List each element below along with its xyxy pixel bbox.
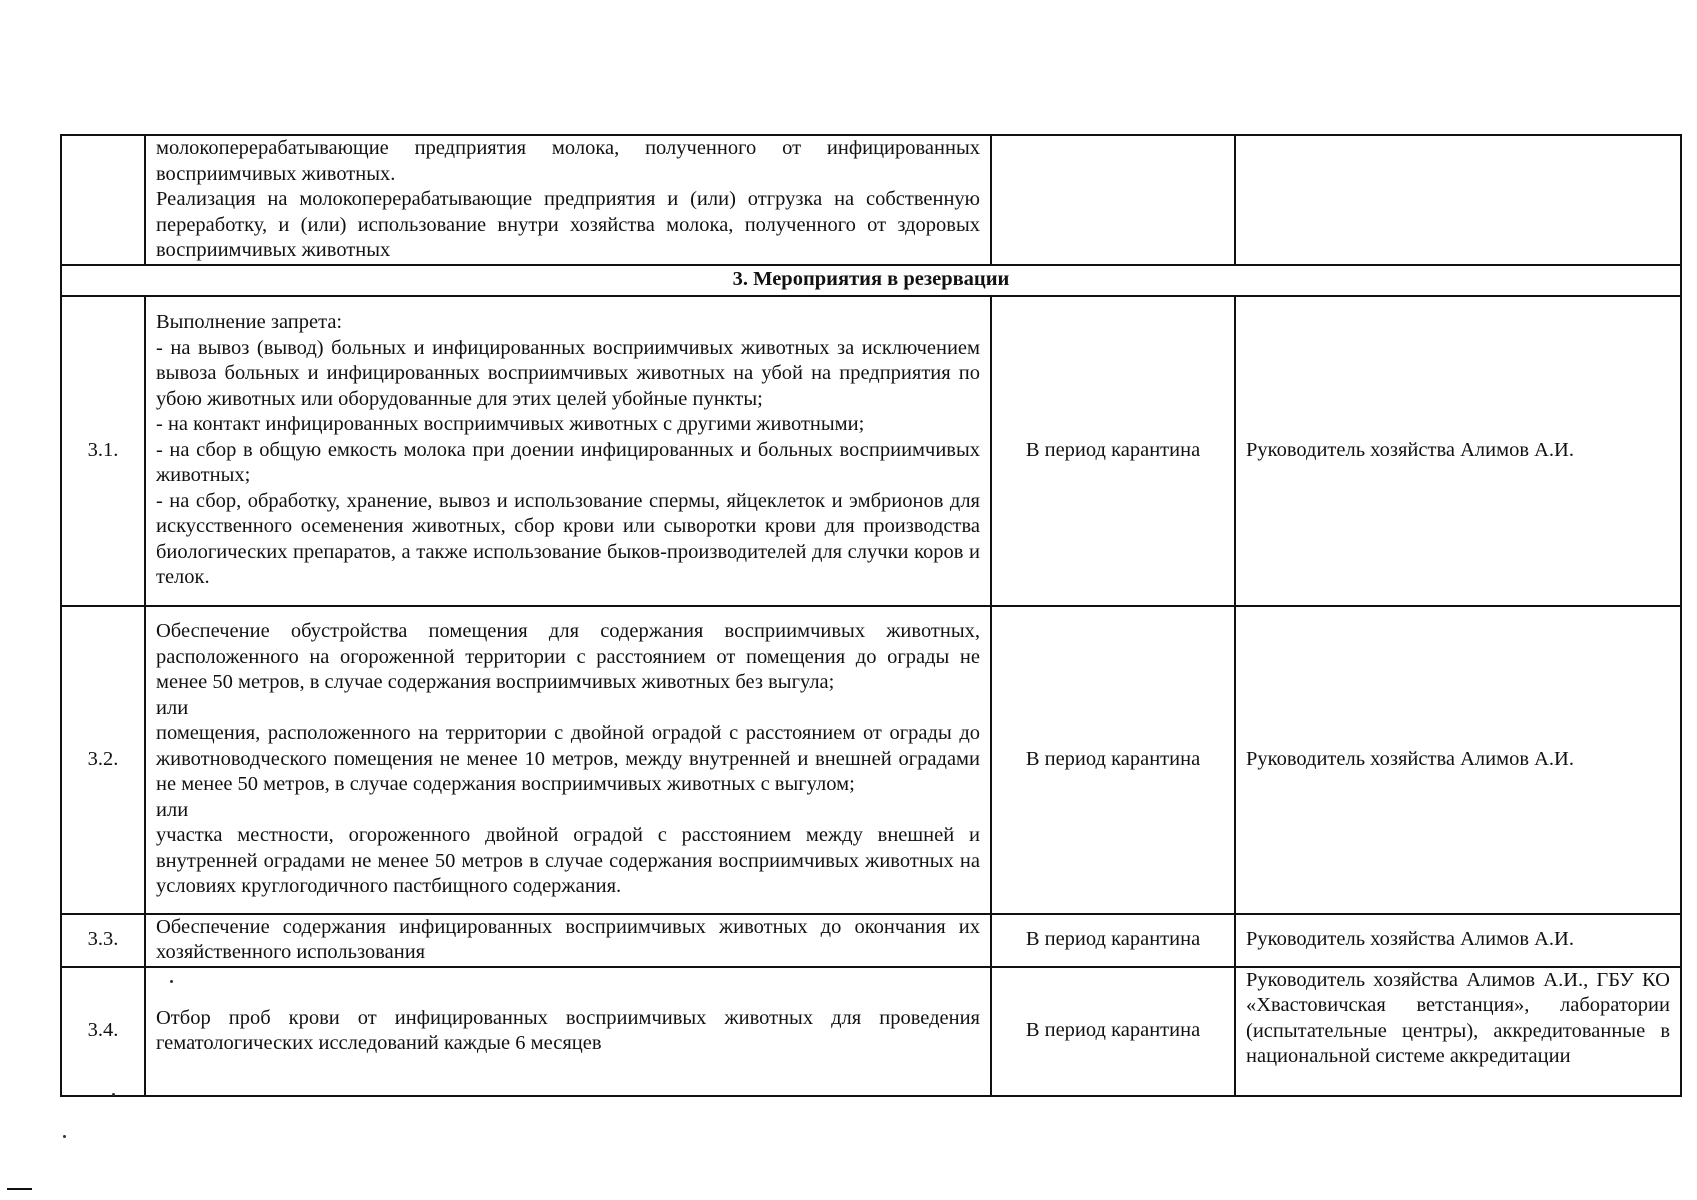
term-cell: В период карантина	[991, 967, 1235, 1096]
measure-description-cell	[145, 296, 991, 606]
scan-speck	[112, 1093, 115, 1096]
scan-speck	[170, 980, 173, 983]
scan-speck	[63, 1135, 66, 1138]
description-paragraph: Выполнение запрета:	[156, 311, 343, 334]
table-row	[61, 967, 1681, 1096]
term-cell: В период карантина	[991, 296, 1235, 606]
description-paragraph: Отбор проб крови от инфицированных восприимчивых животных для проведения гематологических исследований каждые 6 месяцев	[156, 1006, 980, 1054]
term-cell	[991, 135, 1235, 265]
measures-table	[60, 134, 1682, 1097]
table-row	[61, 606, 1681, 914]
table-row	[61, 296, 1681, 606]
scan-margin-mark	[7, 1188, 32, 1190]
responsible-cell: Руководитель хозяйства Алимов А.И., ГБУ КО «Хвастовичская ветстанция», лаборатории (испытательные центры), аккредитованные в национальной системе аккредитации	[1235, 967, 1681, 1096]
responsible-cell	[1235, 135, 1681, 265]
description-paragraph: или	[156, 798, 189, 821]
measure-description-cell	[145, 967, 991, 1096]
row-number: 3.3.	[61, 914, 145, 967]
description-paragraph: - на контакт инфицированных восприимчивых животных с другими животными;	[156, 413, 865, 436]
description-paragraph: или	[156, 696, 189, 719]
table-row	[61, 914, 1681, 967]
row-number: 3.2.	[61, 606, 145, 914]
description-paragraph: помещения, расположенного на территории с двойной оградой с расстоянием от ограды до животноводческого помещения не менее 10 метров, между внутренней и внешней оградами не менее 50 метров, в случае содержания восприимчивых животных с выгулом;	[156, 722, 980, 796]
measure-description-cell	[145, 914, 991, 967]
term-cell: В период карантина	[991, 606, 1235, 914]
table-row	[61, 135, 1681, 265]
responsible-cell: Руководитель хозяйства Алимов А.И.	[1235, 914, 1681, 967]
measure-description-cell	[145, 135, 991, 265]
description-paragraph: участка местности, огороженного двойной оградой с расстоянием между внешней и внутренней оградами не менее 50 метров в случае содержания восприимчивых животных на условиях круглогодичного пастбищного содержания.	[156, 824, 980, 898]
description-paragraph: Реализация на молокоперерабатывающие предприятия и (или) отгрузка на собственную переработку, и (или) использование внутри хозяйства молока, полученного от здоровых восприимчивых животных	[156, 188, 980, 261]
measure-description-cell	[145, 606, 991, 914]
responsible-cell: Руководитель хозяйства Алимов А.И.	[1235, 296, 1681, 606]
responsible-cell: Руководитель хозяйства Алимов А.И.	[1235, 606, 1681, 914]
description-paragraph: - на сбор, обработку, хранение, вывоз и использование спермы, яйцеклеток и эмбрионов для искусственного осеменения животных, сбор крови или сыворотки крови для производства биологических препаратов, а также использование быков-производителей для случки коров и телок.	[156, 489, 980, 589]
row-number: 3.1.	[61, 296, 145, 606]
section-title: 3. Мероприятия в резервации	[61, 265, 1681, 296]
description-paragraph: Обеспечение обустройства помещения для содержания восприимчивых животных, расположенного на огороженной территории с расстоянием от помещения до ограды не менее 50 метров, в случае содержания восприимчивых животных без выгула;	[156, 620, 980, 694]
section-header-row	[61, 265, 1681, 296]
description-paragraph: молокоперерабатывающие предприятия молока, полученного от инфицированных восприимчивых животных.	[156, 137, 980, 185]
term-cell: В период карантина	[991, 914, 1235, 967]
description-paragraph: - на вывоз (вывод) больных и инфицированных восприимчивых животных за исключением вывоза больных и инфицированных восприимчивых животных на убой на предприятия по убою животных или оборудованные для этих целей убойные пункты;	[156, 336, 980, 410]
row-number: 3.4.	[61, 967, 145, 1096]
description-paragraph: Обеспечение содержания инфицированных восприимчивых животных до окончания их хозяйственного использования	[156, 915, 980, 963]
description-paragraph: - на сбор в общую емкость молока при доении инфицированных и больных восприимчивых животных;	[156, 438, 980, 487]
row-number-cell	[61, 135, 145, 265]
